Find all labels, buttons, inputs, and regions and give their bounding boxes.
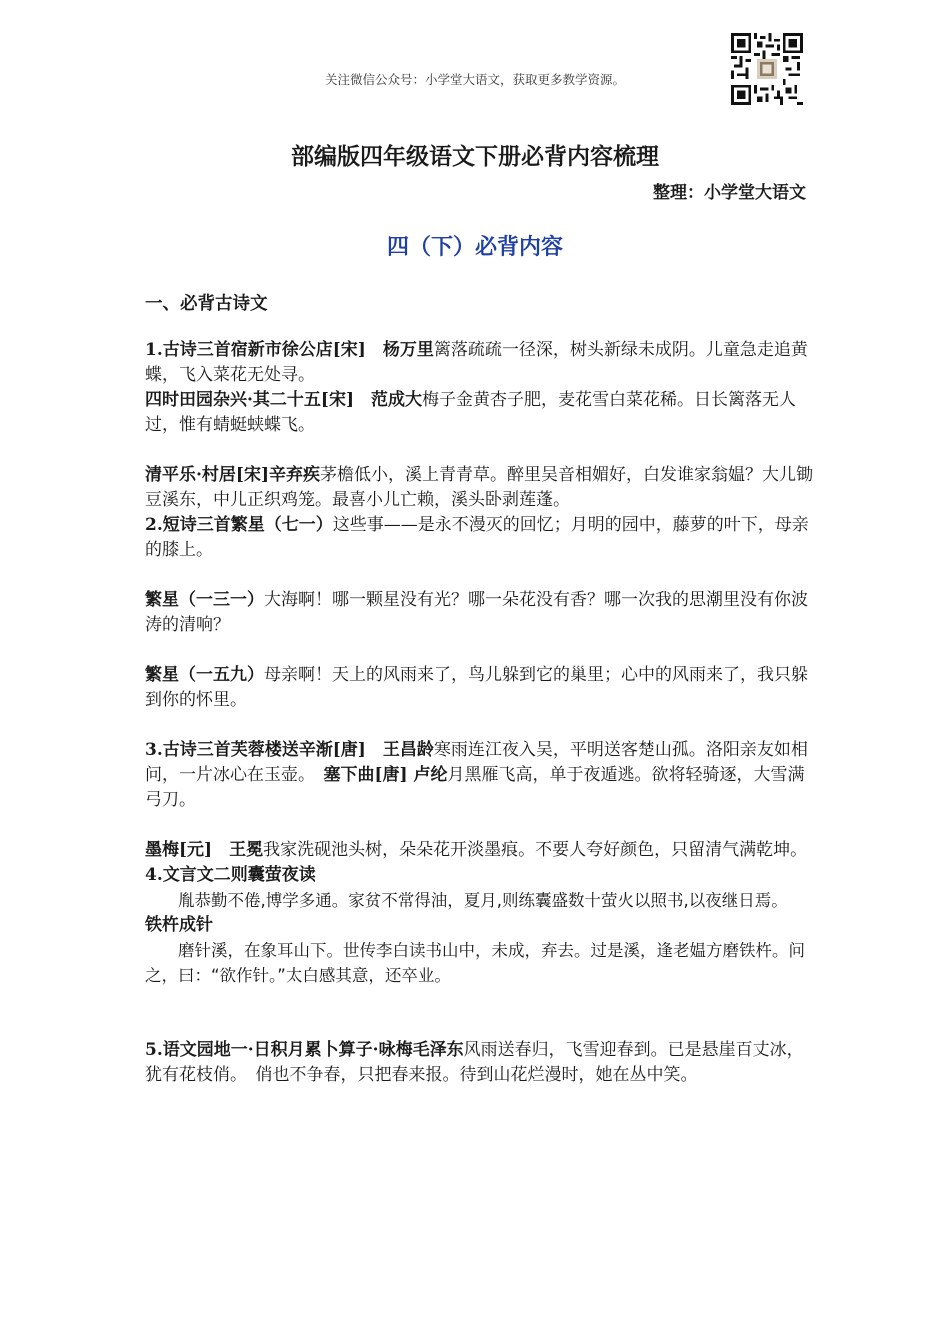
page-title: 部编版四年级语文下册必背内容梳理 (291, 143, 659, 170)
classical-heading (145, 913, 817, 938)
poem-text: 茅檐低小，溪上青青草。醉里吴音相媚好，白发谁家翁媪？大儿锄豆溪东，中儿正织鸡笼。最喜小儿亡赖，溪头卧剥莲蓬。 (145, 465, 814, 510)
poem-paragraph (145, 738, 817, 813)
poem-text: 篱落疏疏一径深，树头新绿未成阴。儿童急走追黄蝶，飞入菜花无处寻。 (145, 340, 808, 385)
poem-paragraph (145, 338, 817, 388)
section-heading: 一、必背古诗文 (145, 294, 268, 314)
poem-text: 寒雨连江夜入吴，平明送客楚山孤。洛阳亲友如相问，一片冰心在玉壶。 (145, 740, 808, 785)
poem-heading: 塞下曲[唐] 卢纶 (306, 765, 448, 785)
poem-text: 我家洗砚池头树，朵朵花开淡墨痕。不要人夸好颜色，只留清气满乾坤。 (263, 840, 808, 860)
poem-heading: 清平乐·村居[宋]辛弃疾 (145, 465, 321, 485)
poem-text: 这些事——是永不漫灭的回忆；月明的园中，藤萝的叶下，母亲的膝上。 (145, 515, 809, 560)
poem-heading: 4.文言文二则囊萤夜读 (145, 865, 316, 885)
content-body (145, 338, 817, 1088)
compiler-credit: 整理：小学堂大语文 (653, 183, 806, 203)
poem-heading: 1.古诗三首宿新市徐公店[宋] 杨万里 (145, 340, 434, 360)
poem-text: 风雨送春归，飞雪迎春到。已是悬崖百丈冰，犹有花枝俏。 俏也不争春，只把春来报。待到山花烂漫时，她在丛中笑。 (145, 1040, 804, 1085)
poem-heading: 四时田园杂兴·其二十五[宋] 范成大 (145, 390, 423, 410)
header-note: 关注微信公众号：小学堂大语文，获取更多教学资源。 (324, 72, 625, 87)
poem-text: 月黑雁飞高，单于夜遁逃。欲将轻骑逐，大雪满弓刀。 (145, 765, 805, 810)
poem-heading: 2.短诗三首繁星（七一） (145, 515, 333, 535)
classical-heading (145, 863, 817, 888)
poem-heading: 铁杵成针 (145, 915, 213, 935)
poem-paragraph (145, 588, 817, 638)
poem-paragraph (145, 663, 817, 713)
poem-heading: 繁星（一三一） (145, 590, 264, 610)
poem-heading: 3.古诗三首芙蓉楼送辛渐[唐] 王昌龄 (145, 740, 434, 760)
poem-paragraph (145, 513, 817, 563)
qr-code-icon (731, 33, 803, 105)
section-subtitle: 四（下）必背内容 (386, 234, 563, 260)
poem-heading: 墨梅[元] 王冕 (145, 840, 264, 860)
poem-text: 大海啊！哪一颗星没有光？哪一朵花没有香？哪一次我的思潮里没有你波涛的清响？ (145, 590, 808, 635)
poem-paragraph (145, 463, 817, 513)
classical-text: 胤恭勤不倦,博学多通。家贫不常得油，夏月,则练囊盛数十萤火以照书,以夜继日焉。 (178, 891, 788, 910)
poem-paragraph (145, 388, 817, 438)
poem-text: 母亲啊！天上的风雨来了，鸟儿躲到它的巢里；心中的风雨来了，我只躲到你的怀里。 (145, 665, 808, 710)
poem-heading: 繁星（一五九） (145, 665, 264, 685)
classical-text: 磨针溪，在象耳山下。世传李白读书山中，未成，弃去。过是溪，逢老媪方磨铁杵。问之，曰：“欲作针。”太白感其意，还卒业。 (145, 941, 805, 985)
poem-paragraph (145, 838, 817, 863)
poem-text: 梅子金黄杏子肥，麦花雪白菜花稀。日长篱落无人过，惟有蜻蜓蛱蝶飞。 (145, 390, 797, 435)
poem-heading: 5.语文园地一·日积月累卜算子·咏梅毛泽东 (145, 1040, 464, 1060)
poem-paragraph (145, 1038, 817, 1088)
